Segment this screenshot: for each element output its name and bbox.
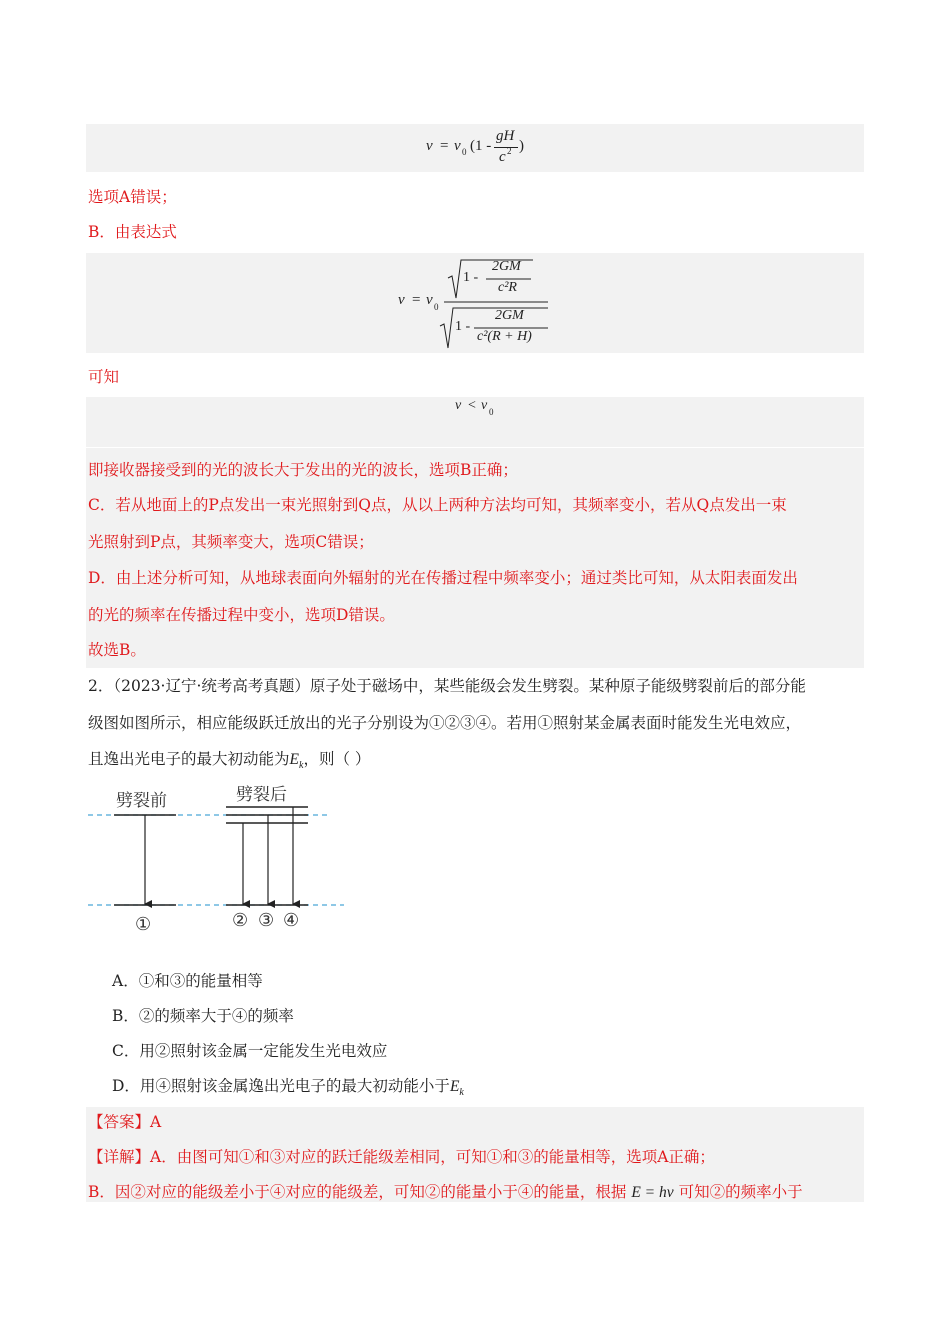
f1-fraction-bar <box>494 147 518 148</box>
q2-line3-pre: 且逸出光电子的最大初动能为 <box>88 750 290 768</box>
line-d1: D．由上述分析可知，从地球表面向外辐射的光在传播过程中频率变小；通过类比可知，从太阳表面发出 <box>88 569 798 587</box>
last-line-post: 可知②的频率小于 <box>678 1183 803 1201</box>
answer-label: 【答案】 <box>88 1113 151 1131</box>
option-d-text: D．用④照射该金属逸出光电子的最大初动能小于 <box>112 1077 450 1095</box>
f2-top-num: 2GM <box>492 259 521 274</box>
option-c: C．用②照射该金属一定能发生光电效应 <box>112 1042 388 1060</box>
formula-frequency-2 <box>398 256 568 352</box>
line-kezhi: 可知 <box>88 368 120 386</box>
detail-line <box>88 1146 715 1168</box>
line-c2: 光照射到P点，其频率变大，选项C错误； <box>88 533 374 551</box>
f1-open: (1 - <box>470 138 492 154</box>
answer-value: A <box>150 1113 162 1131</box>
f3-sub: 0 <box>489 407 494 417</box>
option-d-ek-sub: k <box>459 1087 464 1099</box>
f1-close: ) <box>519 138 524 154</box>
option-a: A．①和③的能量相等 <box>112 972 263 990</box>
q2-line2: 级图如图所示，相应能级跃迁放出的光子分别设为①②③④。若用①照射某金属表面时能发生光电效应， <box>88 714 802 732</box>
f1-eq: = <box>440 138 449 154</box>
f2-sub0: 0 <box>434 302 439 312</box>
f2-bot-one: 1 - <box>455 319 471 334</box>
line-c1: C．若从地面上的P点发出一束光照射到Q点，从以上两种方法均可知，其频率变小，若从Q点发出一束 <box>88 496 787 514</box>
line-choose: 故选B。 <box>88 641 146 659</box>
option-d <box>112 1075 464 1104</box>
label-1: ① <box>135 914 152 935</box>
last-line-formula: E = hν <box>631 1184 674 1201</box>
detail-text: A．由图可知①和③对应的跃迁能级差相同，可知①和③的能量相等，选项A正确； <box>150 1148 715 1166</box>
option-d-ek: E <box>449 1078 460 1095</box>
line-d2: 的光的频率在传播过程中变小，选项D错误。 <box>88 606 395 624</box>
line-b-conclusion: 即接收器接受到的光的波长大于发出的光的波长，选项B正确； <box>88 461 518 479</box>
label-3: ③ <box>258 910 275 931</box>
f2-bot-den: c²(R + H) <box>477 329 532 344</box>
analysis-block <box>86 448 864 668</box>
q2-line3 <box>88 748 370 777</box>
q2-line3-post: ，则（ ） <box>303 750 371 768</box>
label-before: 劈裂前 <box>116 791 167 811</box>
q2-ek: E <box>289 751 299 768</box>
formula-frequency-1 <box>426 128 546 168</box>
f3-lhs: ν <box>455 398 462 413</box>
detail-label: 【详解】 <box>88 1148 151 1166</box>
formula-inequality <box>455 398 515 422</box>
f1-sub0: 0 <box>462 147 467 157</box>
f1-v0: ν <box>454 138 461 154</box>
f1-den-sup: 2 <box>507 146 512 156</box>
f2-top-one: 1 - <box>463 270 479 285</box>
last-line <box>88 1181 803 1204</box>
f3-rhs: ν <box>481 398 488 413</box>
option-b: B．②的频率大于④的频率 <box>112 1007 294 1025</box>
f1-lhs: ν <box>426 138 433 154</box>
f2-bot-num: 2GM <box>495 308 524 323</box>
f2-eq: = <box>412 292 421 308</box>
line-b-intro: B．由表达式 <box>88 223 177 241</box>
f2-lhs: ν <box>398 292 405 308</box>
f1-num: gH <box>496 128 515 144</box>
q2-line1: 2．（2023·辽宁·统考高考真题）原子处于磁场中，某些能级会发生劈裂。某种原子能级劈裂前后的部分能 <box>88 677 806 695</box>
last-line-pre: B．因②对应的能级差小于④对应的能级差，可知②的能量小于④的能量，根据 <box>88 1183 627 1201</box>
label-after: 劈裂后 <box>236 785 287 805</box>
q2-ek-sub: k <box>298 760 304 772</box>
energy-level-diagram <box>86 778 356 938</box>
label-4: ④ <box>283 910 300 931</box>
f2-top-den: c²R <box>498 280 517 295</box>
label-2: ② <box>232 910 249 931</box>
f1-den: c <box>499 149 506 165</box>
f2-v0: ν <box>426 292 433 308</box>
f3-lt: < <box>468 398 476 413</box>
answer-line <box>88 1111 161 1133</box>
line-a-wrong: 选项A错误； <box>88 188 177 206</box>
